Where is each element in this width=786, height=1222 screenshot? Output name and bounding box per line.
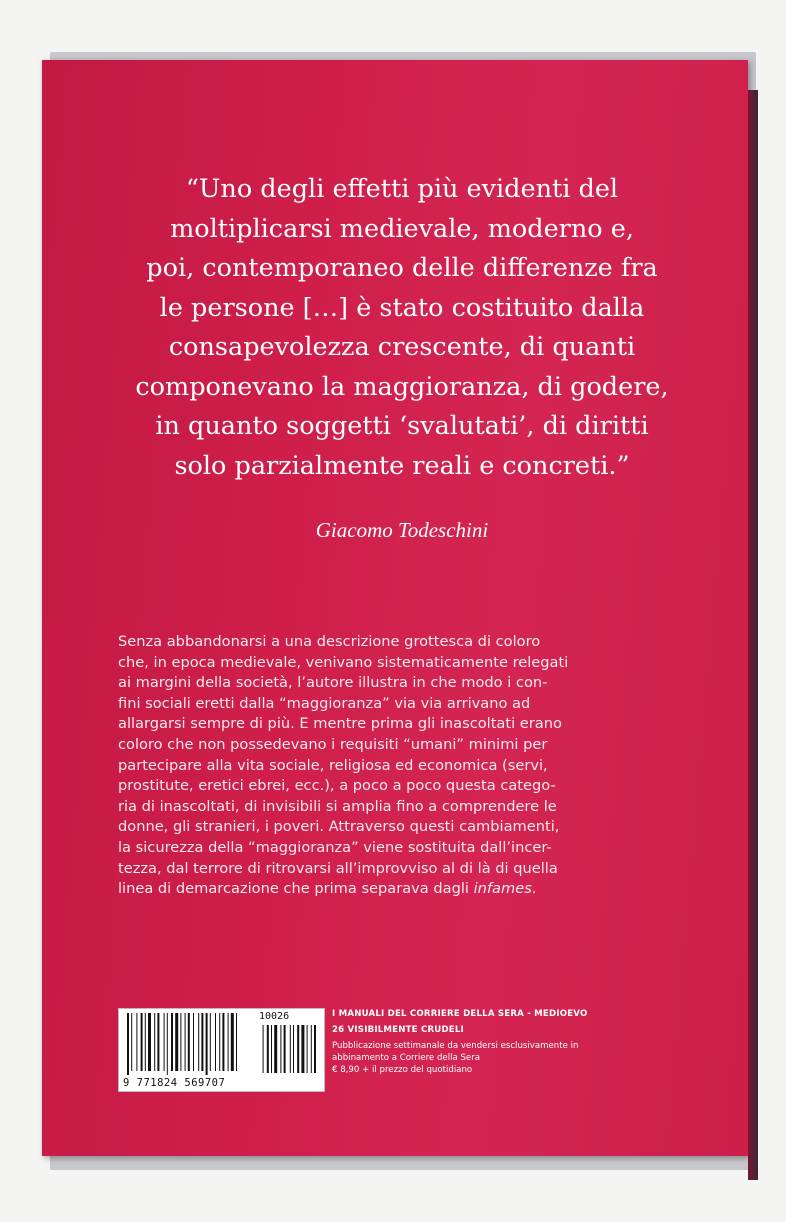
book-description [118,632,693,900]
italic-word: infames [473,880,532,898]
quote-line: poi, contemporaneo delle differenze fra [146,253,658,283]
description-line: che, in epoca medievale, venivano sistematicamente relegati [118,653,569,671]
quote-line: solo parzialmente reali e concreti.” [174,450,630,481]
description-line: fini sociali eretti dalla “maggioranza” via via arrivano ad [118,694,531,712]
quote-line: moltiplicarsi medievale, moderno e, [170,213,634,244]
barcode-addon-number: 10026 [259,1011,290,1022]
book-back-cover [42,60,748,1156]
barcode-number: 9 771824 569707 [123,1077,226,1089]
publication-note: abbinamento a Corriere della Sera [332,1053,481,1063]
description-line-text: linea di demarcazione che prima separava dagli [118,880,474,898]
final-punctuation: . [531,880,537,898]
publication-info [332,1008,632,1076]
cover-quote [102,170,702,486]
description-line: tezza, dal terrore di ritrovarsi all’improvviso al di là di quella [118,859,558,877]
quote-line: consapevolezza crescente, di quanti [168,332,636,362]
description-line: donne, gli stranieri, i poveri. Attraverso questi cambiamenti, [118,818,560,836]
quote-line: “Uno degli effetti più evidenti del [185,174,619,204]
description-line: prostitute, eretici ebrei, ecc.), a poco a poco questa catego- [118,777,556,795]
description-line: ai margini della società, l’autore illustra in che modo i con- [118,674,548,692]
description-line: coloro che non possedevano i requisiti “umani” minimi per [118,735,548,753]
description-line: allargarsi sempre di più. E mentre prima gli inascoltati erano [118,715,562,733]
barcode [118,1008,325,1092]
description-line: Senza abbandonarsi a una descrizione grottesca di coloro [118,633,541,650]
quote-line: le persone […] è stato costituito dalla [159,292,645,323]
description-line: partecipare alla vita sociale, religiosa ed economica (servi, [118,756,548,774]
description-line: la sicurezza della “maggioranza” viene sostituita dall’incer- [118,838,552,856]
price: € 8,90 + il prezzo del quotidiano [332,1065,473,1075]
volume-title: 26 VISIBILMENTE CRUDELI [332,1025,464,1035]
description-line [118,879,693,900]
quote-line: componevano la maggioranza, di godere, [135,371,669,402]
quote-author: Giacomo Todeschini [315,518,489,542]
quote-line: in quanto soggetti ‘svalutati’, di diritti [155,411,649,441]
series-title: I MANUALI DEL CORRIERE DELLA SERA - MEDIOEVO [332,1009,588,1019]
book-spine-edge [748,90,758,1180]
publication-note: Pubblicazione settimanale da vendersi esclusivamente in [332,1041,579,1051]
description-line: ria di inascoltati, di invisibili si amplia fino a comprendere le [118,797,557,815]
barcode-bars [119,1009,324,1075]
